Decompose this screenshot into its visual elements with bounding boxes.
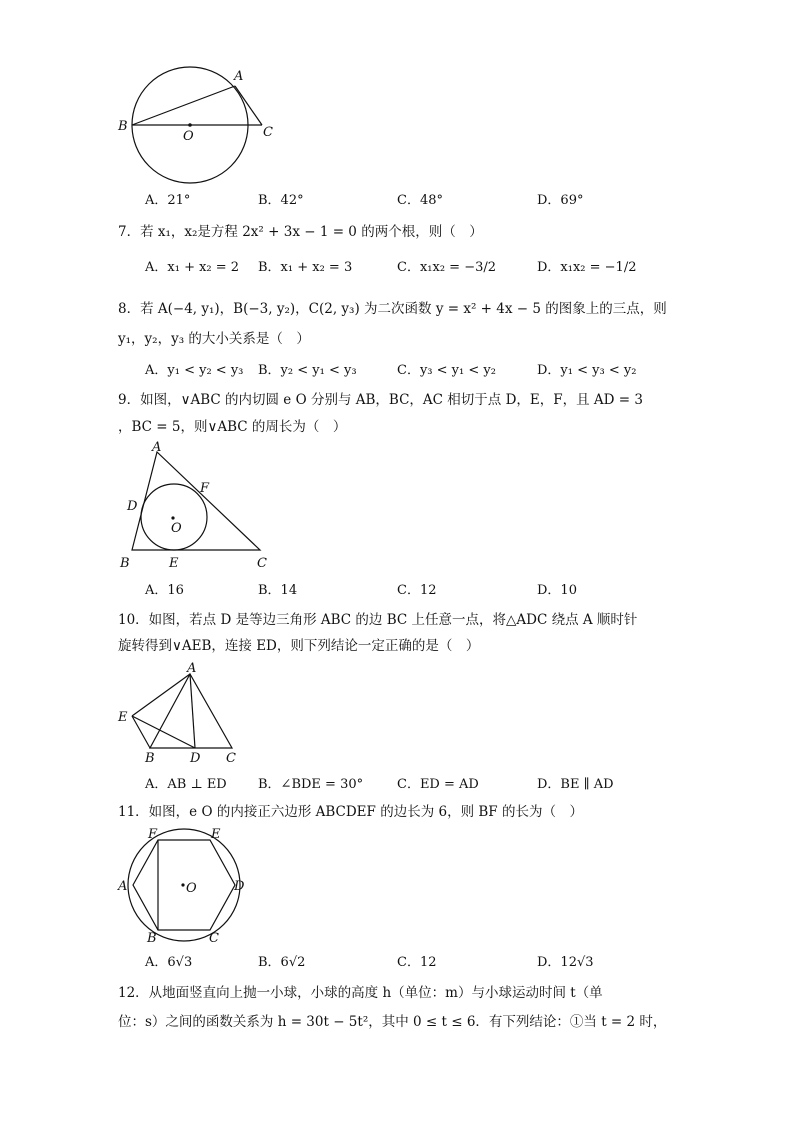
- q6-label-a: A: [234, 69, 244, 84]
- q12-stem-line2: 位：s）之间的函数关系为 h = 30t − 5t²，其中 0 ≤ t ≤ 6．有下列结论：①当 t = 2 时，: [118, 1014, 667, 1030]
- q6-center-dot: [188, 123, 192, 127]
- q6-option-d: D．69°: [537, 193, 584, 208]
- q9-label-c: C: [257, 556, 267, 571]
- q11-label-e: E: [211, 827, 221, 842]
- q10-option-b: B．∠BDE = 30°: [258, 777, 364, 792]
- q11-label-d: D: [234, 879, 245, 894]
- q6-option-a: A．21°: [145, 193, 191, 208]
- q11-label-b: B: [147, 931, 157, 944]
- q7-option-c: C．x₁x₂ = −3/2: [397, 260, 497, 275]
- q11-option-c: C．12: [397, 955, 437, 970]
- q10-label-b: B: [145, 751, 155, 766]
- q7-option-b: B．x₁ + x₂ = 3: [258, 260, 353, 275]
- q10-option-c: C．ED = AD: [397, 777, 479, 792]
- q6-option-b: B．42°: [258, 193, 304, 208]
- q6-label-c: C: [263, 125, 273, 140]
- q6-chord-ba: [132, 86, 235, 125]
- q11-option-b: B．6√2: [258, 955, 306, 970]
- q9-label-a: A: [152, 440, 162, 455]
- q9-label-o: O: [171, 521, 182, 536]
- q10-label-c: C: [226, 751, 236, 766]
- q11-label-a: A: [118, 879, 128, 894]
- q9-stem-line2: ，BC = 5，则∨ABC 的周长为（ ）: [118, 419, 347, 435]
- q9-label-d: D: [127, 499, 138, 514]
- q11-option-d: D．12√3: [537, 955, 594, 970]
- q11-label-f: F: [148, 827, 158, 842]
- q6-figure: [112, 62, 282, 188]
- q6-option-c: C．48°: [397, 193, 443, 208]
- q8-option-a: A．y₁ < y₂ < y₃: [145, 363, 244, 378]
- q9-option-d: D．10: [537, 583, 577, 598]
- q6-label-b: B: [118, 119, 128, 134]
- q10-label-e: E: [118, 710, 128, 725]
- q8-stem-line2: y₁，y₂，y₃ 的大小关系是（ ）: [118, 331, 310, 347]
- q11-label-c: C: [209, 931, 219, 944]
- q9-option-b: B．14: [258, 583, 298, 598]
- q10-label-d: D: [190, 751, 201, 766]
- q11-label-o: O: [186, 881, 197, 896]
- q8-option-b: B．y₂ < y₁ < y₃: [258, 363, 357, 378]
- q9-figure: [112, 440, 272, 575]
- q6-label-o: O: [183, 129, 194, 144]
- q7-stem: 7．若 x₁，x₂是方程 2x² + 3x − 1 = 0 的两个根，则（ ）: [118, 224, 483, 240]
- q10-option-d: D．BE ∥ AD: [537, 777, 614, 792]
- q11-stem: 11．如图，e O 的内接正六边形 ABCDEF 的边长为 6，则 BF 的长为（ ）: [118, 804, 583, 820]
- q11-figure: [112, 824, 252, 944]
- q9-option-a: A．16: [145, 583, 184, 598]
- q10-stem-line2: 旋转得到∨AEB，连接 ED，则下列结论一定正确的是（ ）: [118, 638, 480, 654]
- q11-center-dot: [181, 883, 184, 886]
- q7-option-a: A．x₁ + x₂ = 2: [145, 260, 240, 275]
- q9-center-dot: [171, 516, 174, 519]
- q9-option-c: C．12: [397, 583, 437, 598]
- q10-segment-ae: [132, 674, 190, 716]
- q12-stem-line1: 12．从地面竖直向上抛一小球，小球的高度 h（单位：m）与小球运动时间 t（单: [118, 985, 603, 1001]
- q8-option-d: D．y₁ < y₃ < y₂: [537, 363, 637, 378]
- q6-tangent-ac: [235, 86, 262, 125]
- q10-option-a: A．AB ⊥ ED: [145, 777, 227, 792]
- q9-label-e: E: [169, 556, 179, 571]
- q9-label-f: F: [200, 481, 210, 496]
- q9-triangle-abc: [132, 452, 260, 550]
- q10-figure: [112, 660, 252, 768]
- q11-option-a: A．6√3: [145, 955, 193, 970]
- q10-segment-ad: [190, 674, 195, 748]
- q10-label-a: A: [187, 661, 197, 676]
- q7-option-d: D．x₁x₂ = −1/2: [537, 260, 637, 275]
- q10-stem-line1: 10．如图，若点 D 是等边三角形 ABC 的边 BC 上任意一点，将△ADC 绕点 A 顺时针: [118, 612, 638, 628]
- q9-stem-line1: 9．如图，∨ABC 的内切圆 e O 分别与 AB，BC，AC 相切于点 D，E，F，且 AD = 3: [118, 392, 643, 408]
- q9-label-b: B: [120, 556, 130, 571]
- q8-stem-line1: 8．若 A(−4, y₁)，B(−3, y₂)，C(2, y₃) 为二次函数 y = x² + 4x − 5 的图象上的三点，则: [118, 301, 667, 317]
- q8-option-c: C．y₃ < y₁ < y₂: [397, 363, 496, 378]
